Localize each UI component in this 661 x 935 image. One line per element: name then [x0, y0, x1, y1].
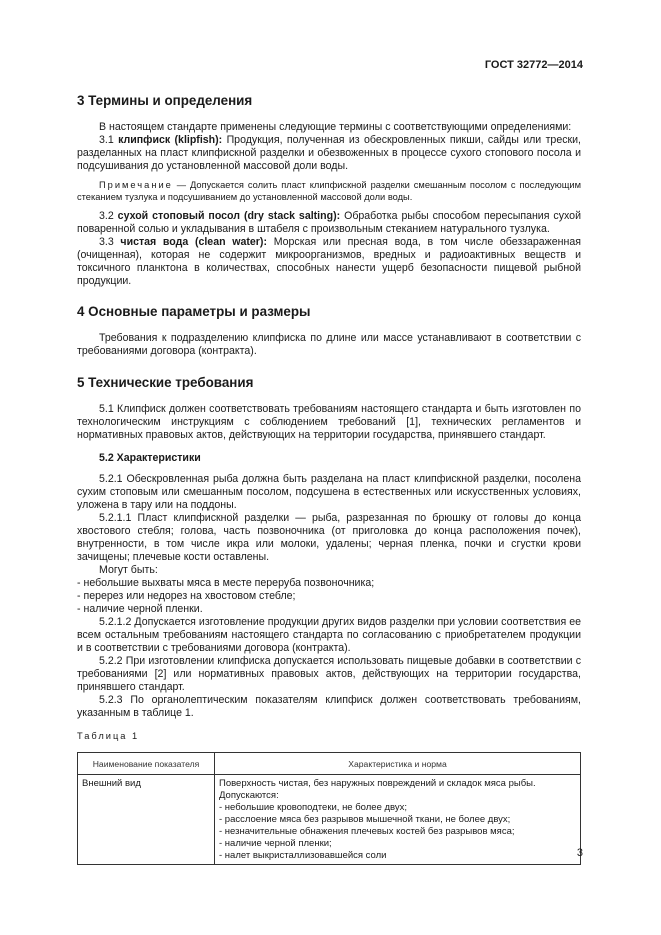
list-item: - перерез или недорез на хвостовом стебле;	[77, 590, 296, 602]
term-3-3-definition: Морская или пресная вода, в том числе обеззараженная (очищенная), которая не содержит микроорганизмов, вредных и радиоактивных веществ и токсичного планктона в количествах, способных нанести ущерб безопасности пищевой рыбной продукции.	[77, 236, 581, 287]
column-header-indicator: Наименование показателя	[78, 753, 215, 775]
characteristic-line: - незначительные обнажения плечевых костей без разрывов мяса;	[219, 826, 515, 837]
section-4-text: Требования к подразделению клипфиска по длине или массе устанавливают в соответствии с требованиями договора (контракта).	[77, 332, 581, 357]
table-header-row	[78, 753, 581, 775]
term-3-2	[77, 210, 581, 236]
list-item: - небольшие выхваты мяса в месте переруба позвоночника;	[77, 577, 375, 589]
paragraph-5-2-1-1: 5.2.1.1 Пласт клипфискной разделки — рыба, разрезанная по брюшку от головы до конца хвостового стебля; голова, часть позвоночника (от приголовка до конца расположения почек), внутренности, в том числе икра или молоки, удалены; черная пленка, почки и сгустки крови зачищены; плечевые кости оставлены.	[77, 512, 581, 563]
term-3-1-definition: Продукция, полученная из обескровленных пикши, сайды или трески, разделанных на пласт клипфискной разделки и обезвоженных в процессе сухого стопового посола и подсушивания до установленной массовой доли воды.	[77, 134, 582, 172]
column-header-characteristic: Характеристика и норма	[215, 753, 581, 775]
allowed-defects-list	[77, 577, 581, 616]
paragraph-5-1: 5.1 Клипфиск должен соответствовать требованиям настоящего стандарта и быть изготовлен по технологическим инструкциям с соблюдением требований [1], технических регламентов и нормативных правовых актов, действующих на территории государства, принявшего стандарт.	[77, 403, 581, 441]
term-3-1-number: 3.1	[99, 134, 119, 146]
may-be-label: Могут быть:	[99, 564, 158, 576]
table-caption: Таблица 1	[77, 731, 140, 741]
standard-id: ГОСТ 32772—2014	[484, 59, 583, 71]
term-3-1	[77, 134, 581, 173]
table-row	[78, 775, 581, 865]
term-3-2-definition: Обработка рыбы способом пересыпания сухой поваренной солью и укладывания в штабеля с произвольным стеканием натурального тузлука.	[77, 210, 581, 235]
note-text: — Допускается солить пласт клипфискной разделки смешанным посолом с последующим стеканием тузлука и подсушиванием до установленной массовой доли воды.	[77, 180, 581, 202]
characteristic-line: - небольшие кровоподтеки, не более двух;	[219, 802, 408, 813]
characteristic-line: - налет выкристаллизовавшейся соли	[219, 850, 387, 861]
section-3-title: 3 Термины и определения	[77, 93, 253, 108]
table-cell-indicator: Внешний вид	[78, 775, 215, 865]
term-3-3	[77, 236, 581, 288]
paragraph-5-2-1-2: 5.2.1.2 Допускается изготовление продукции других видов разделки при условии соответствия ее всем остальным требованиям настоящего стандарта по согласованию с приобретателем продукции и в соответствии с требованиями договора (контракта).	[77, 616, 581, 654]
term-3-2-term: сухой стоповый посол (dry stack salting):	[117, 210, 341, 222]
characteristic-line: Поверхность чистая, без наружных повреждений и складок мяса рыбы.	[219, 778, 536, 789]
page-content	[77, 93, 581, 865]
note-label: Примечание	[99, 180, 173, 190]
characteristic-line: Допускаются:	[219, 790, 279, 801]
paragraph-5-2-1: 5.2.1 Обескровленная рыба должна быть разделана на пласт клипфискной разделки, посолена сухим стоповым или смешанным посолом, подсушена в естественных или искусственных условиях, уложена в тару или на поддоны.	[77, 473, 581, 511]
organoleptic-table	[77, 752, 581, 865]
table-cell-characteristic	[215, 775, 581, 865]
section-5-title: 5 Технические требования	[77, 375, 254, 390]
list-item: - наличие черной пленки.	[77, 603, 203, 615]
paragraph-5-2-2: 5.2.2 При изготовлении клипфиска допускается использовать пищевые добавки в соответствии с требованиями [2] или нормативных правовых актов, действующих на территории государства, принявшего стандарт.	[77, 655, 581, 693]
term-3-3-number: 3.3	[99, 236, 121, 248]
term-3-3-term: чистая вода (clean water):	[120, 236, 267, 248]
characteristic-line: - расслоение мяса без разрывов мышечной ткани, не более двух;	[219, 814, 511, 825]
characteristic-line: - наличие черной пленки;	[219, 838, 332, 849]
paragraph-5-2-3: 5.2.3 По органолептическим показателям клипфиск должен соответствовать требованиям, указанным в таблице 1.	[77, 694, 581, 719]
section-4-title: 4 Основные параметры и размеры	[77, 304, 311, 319]
note-3-1	[77, 179, 581, 203]
term-3-2-number: 3.2	[99, 210, 118, 222]
term-3-1-term: клипфиск (klipfish):	[118, 134, 223, 146]
page-number: 3	[576, 847, 583, 859]
section-3-intro: В настоящем стандарте применены следующие термины с соответствующими определениями:	[99, 121, 572, 133]
subsection-5-2-title: 5.2 Характеристики	[99, 452, 201, 464]
